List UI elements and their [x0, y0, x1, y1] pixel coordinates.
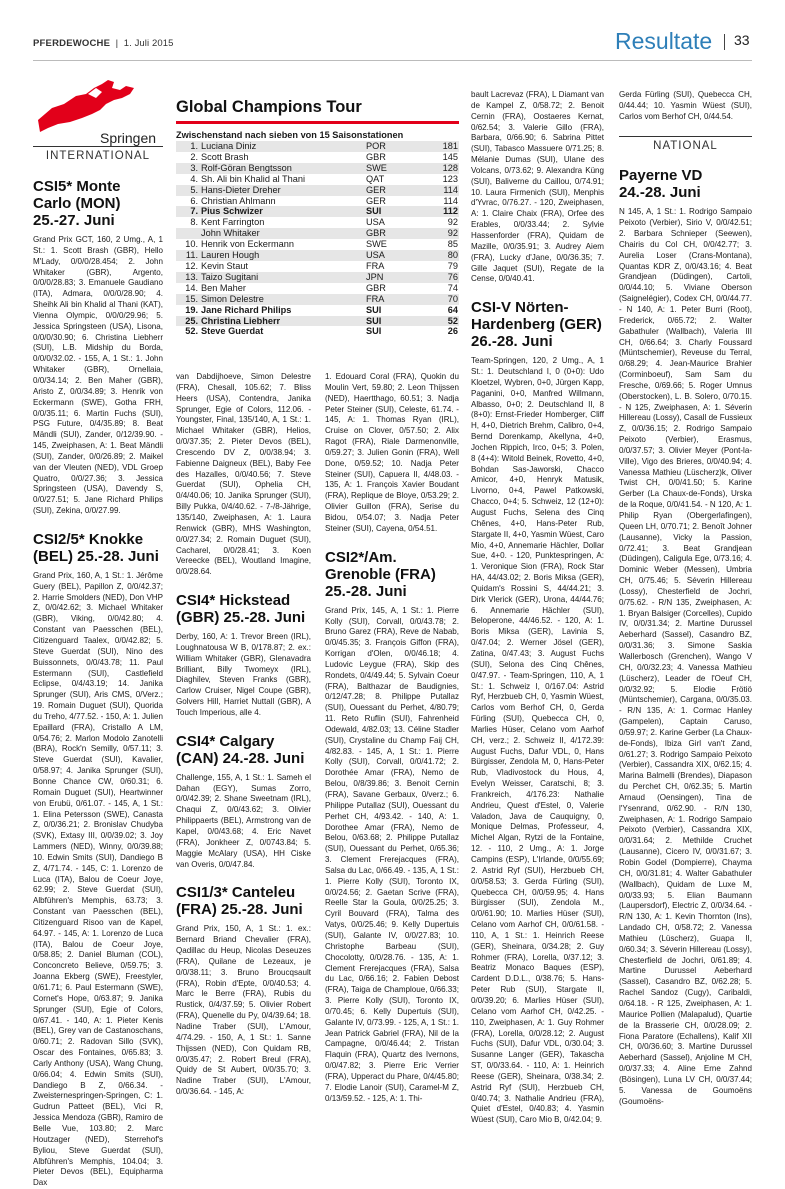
standings-rank: 11. [176, 250, 201, 261]
standings-points: 114 [443, 195, 458, 206]
standings-rank: 52. [185, 326, 198, 337]
standings-points: 145 [442, 151, 458, 162]
results-knokke: Grand Prix, 160, A, 1 St.: 1. Jérôme Guery (BEL), Papillon Z, 0/0/42.37; 2. Harrie Smolders (NED), Don VHP Z, 0/0/42.62; 3. Michael Whitaker (GBR), Viking, 0/0/42.80; 4. Constant van Paesschen (BEL), Citizenguard Taalex, 0/0/42.82; 5. Steve Guerdat (SUI), Nino des Buissonnets, 0/0/43.78; 11. Paul Estermann (SUI), Castlefield Eclipse, 0/4/43.19; 14. Janika Sprunger (SUI), Aris CMS, 0/Verz.; 19. Romain Duguet (SUI), Quorida du Treho, 4/77.52. - 150, A: 1. Julien Epaillard (FRA), Cristallo A LM, 0/54.76; 2. Marlon Modolo Zanotelli (BRA), Rock'n Semilly, 0/57.11; 3. Steve Guerdat (SUI), Kavalier, 0/58.97; 4. Janika Sprunger (SUI), Bonne Chance CW, 0/60.31; 6. Romain Duguet (SUI), Heartwinner von Erubü, 0/61.07. - 145, A, 1 St.: 1. Elina Petersson (SWE), Canasta Z, 0/0/36.21; 2. Bronislav Chudyba (SVK), Extasy III, 0/0/39.02; 3. Joy Lammers (NED), Winny, 0/0/39.88; 10. Edwin Smits (SUI), Dandiego B Z, 4/71.74. - 145, C: 1. Lorenzo de Luca (ITA), Balou de Coeur Joye, 62.99; 2. Steve Guerdat (SUI), Albführen's Memphis, 63.73; 3. Constant van Paesschen (BEL), Citizenguard Risoo van de Kapel, 64.97. - 145, A: 1. Lorenzo de Luca (ITA), Balou de Coeur Joye, 0/58.85; 2. Daniel Bluman (COL), Conconcreto Believe, 0/59.75; 3. Joanna Ekberg (SWE), Freestyler, 0/61.71; 6. Paul Estermann (SWE), Cornet's Hope, 0/63.87; 9. Janika Sprunger (SUI), Egie of Colors, 0/67.41. - 140, A: 1. Pieter Kenis (BEL), Grey van de Castanoschans, 0/60.71; 2. Radovan Sillo (SVK), Oscar des Fontaines, 0/65.83; 3. Carly Anthony (USA), Wang Chung, 0/66.04; 4. Edwin Smits (SUI), Dandiego B Z, 0/66.34. - Zweisternespringen-Springen, C: 1. Gudrun Patteet (BEL), Vici R, Jessica Mendoza (GBR), Ramiro de Belle Vue, 103.80; 2. Marc Houtzager (NED), Sterrehof's Byliou, Steve Guerdat (SUI), Albführen's Memphis, 104.04; 3. Pieter Devos (BEL), Equipharma Dax [33, 570, 163, 1188]
column-1 [33, 178, 163, 1188]
standings-points: 123 [442, 173, 458, 184]
standings-rider: Luciana Diniz [201, 141, 366, 152]
standings-row [176, 152, 459, 163]
standings-points: 181 [436, 141, 459, 152]
standings-row [176, 206, 459, 217]
publication-name: PFERDEWOCHE [33, 38, 111, 49]
standings-rank: 25. [176, 316, 201, 327]
standings-nation: SUI [366, 304, 382, 315]
standings-row [176, 196, 459, 207]
logo-divider [33, 146, 163, 147]
standings-rider: John Whitaker [201, 228, 366, 239]
standings-points: 92 [436, 228, 459, 239]
event-heading-noerten-hardenberg: CSI-V Nörten-Hardenberg (GER) 26.-28. Juni [471, 299, 602, 351]
standings-row [176, 174, 459, 185]
standings-rider: Ben Maher [201, 282, 246, 293]
header-separator: | [112, 38, 121, 49]
results-payerne: N 145, A, 1 St.: 1. Rodrigo Sampaio Peixoto (Verbier), Sirio V, 0/0/42.51; 2. Barbara Schnieper (Seewen), Chairis du Col CH, 0/0/42.77; 3. Aurelia Loser (Crans-Montana), Quantas KDR Z, 0/0/43.16; 4. Beat Grandjean (Düdingen), Cartoli, 0/0/44.10; 5. Viviane Oberson (Saignelégier), Codex CH, 0/0/44.77. - N 140, A: 1. Peter Burri (Root), Frederick, 0/65.72; 2. Walter Gabathuler (Wallbach), Valeria III CH, 0/66.64; 3. Charly Foussard (Müntschemier), Reveuse du Terral, 0/68.29; 4. Jean-Maurice Brahier (Corminboeuf), Sam Sam du Fresche, 0/69.66; 5. Roger Umnus (Oberstocken), L. B. Solero, 0/70.15. - N 125, Zweiphasen, A: 1. Séverin Hillereau (Lossy), Casall de Fussieux Z, 0/0/36.15; 2. Rodrigo Sampaio Peixoto (Verbier), Erasmus, 0/0/37.57; 3. Olivier Meyer (Pont-la-Ville), Vigo des Brieres, 0/0/40.94; 4. Vanessa Mathieu (Lüscherz)k, Oliver Twist CH, 0/0/41.50; 5. Karine Gerber (La Chaux-de-Fonds), Urska de la Roque, 0/0/41.54. - N 120, A: 1. Philip Ryan (Obergerlafingen), Queen LH, 0/70.71; 2. Benoît Johner (Lausanne), Vicky la Passion, 0/72.41; 3. Beat Grandjean (Düdingen), Caligula Ege, 0/73.16; 4. Dominic Weber (Messen), Umbria CH, 0/75.46; 5. Séverin Hillereau (Lossy), Chesterfield de Jochri, 0/75.62. - R/N 135, Zweiphasen, A: 1. Bryan Balsiger (Corcelles), Cupido IV, 0/0/31.34; 2. Martine Durussel Aeberhard (Sassel), Casandro BZ, 0/0/31.36; 3. Simone Saskia Wallerbosch (Grenchen), Wango V CH, 0/0/32.23; 4. Vanessa Mathieu (Lüscherz), Leader de l'Oeuf CH, 0/0/32.92; 5. Elodie Frötiö (Müntschemier), Cargana, 0/0/35.03. - R/N 135, A: 1. Cormac Hanley (Gampelen), Captain Caruso, 0/59.97; 2. Karine Gerber (La Chaux-de-Fonds), Ibiza Girl van't Zand, 0/61.27; 3. Rodrigo Sampaio Peixoto (Verbier), Cassandra XIX, 0/62.15; 4. Marina Balmelli (Brendes), Diapason du Perchet CH, 0/62.35; 5. Martin Arnaud (Oensingen), Tina de l'Ysenrand, 0/62.90. - R/N 130, Zweiphasen, A: 1. Rodrigo Sampaio Peixoto (Verbier), Cassandra XIX, 0/0/31.64; 2. Methilde Cruchet (Lausanne), Cicero IV, 0/0/31.67; 3. Robin Godel (Dompierre), Chayma CH, 0/0/31.81; 4. Walter Gabathuler (Wallbach), Quidam de Luxe M, 0/0/33.93; 5. Elian Baumann (Laupersdorf), Electric Z, 0/0/34.64. - R/N 130, A: 1. Kevin Thornton (Ins), Landado CH, 0/58.72; 2. Vanessa Mathieu (Lüscherz), Guapa II, 0/60.34; 3. Séverin Hillereau (Lossy), Chesterfield de Jochri, 0/61.89; 4. Martine Durussel Aeberhard (Sassel), Casandro BZ, 0/62.28; 5. Rachel Sandoz (Cugy), Caribaldi, 0/64.18. - R 125, Zweiphasen, A: 1. Maurice Pollien (Malapalud), Quartie de la Brasserie CH, 0/0/28.09; 2. Fiona Paratore (Echallens), Kalif XII CH, 0/0/36.60; 3. Martine Durussel Aeberhard (Sassel), Anjoline M CH, 0/0/37.33; 4. Aline Erne Zahnd (Bösingen), Luna LV CH, 0/0/37.44; 5. Vanessa de Goumoëns (Goumoëns- [619, 207, 752, 1106]
page-number: 33 [734, 32, 750, 48]
standings-nation: USA [366, 250, 436, 261]
column-3 [325, 372, 459, 1103]
event-heading-payerne: Payerne VD 24.-28. Juni [619, 167, 703, 202]
standings-points: 85 [447, 239, 458, 250]
standings-rider: Scott Brash [201, 151, 249, 162]
section-title: Resultate [615, 28, 713, 54]
standings-rank: 6. [190, 195, 198, 206]
standings-rank: 4. [190, 173, 198, 184]
standings-box [176, 98, 459, 337]
standings-nation: GBR [366, 151, 386, 162]
standings-nation: GER [366, 195, 386, 206]
standings-nation: FRA [366, 294, 436, 305]
standings-row [176, 141, 459, 152]
logo-label: Springen [100, 130, 157, 146]
horse-jumper-icon [30, 78, 150, 134]
standings-points: 64 [447, 304, 458, 315]
standings-points: 76 [436, 272, 459, 283]
event-heading-hickstead: CSI4* Hickstead (GBR) 25.-28. Juni [176, 592, 306, 627]
standings-row [176, 305, 459, 316]
standings-points: 79 [447, 260, 458, 271]
standings-rider: Lauren Hough [201, 250, 366, 261]
standings-nation: SWE [366, 239, 387, 250]
results-canteleu-continued: 1. Edouard Coral (FRA), Quokin du Moulin Vert, 59.80; 2. Leon Thijssen (NED), Haertthago, 60.51; 3. Nadja Peter Steiner (SUI), Celeste, 61.74. - 145, A: 1. Thomas Ryan (IRL), Cruise on Clover, 0/57.50; 2. Alix Ragot (FRA), Riale Darmenonville, 0/59.27; 3. Julien Gonin (FRA), Well Done, 0/59.52; 10. Nadja Peter Steiner (SUI), Capuera II, 4/48.03. - 135, A: 1. François Xavier Boudant (FRA), Replique de Bloye, 0/53.29; 2. Olivier Guillon (FRA), Serise du Bidou, 0/54.07; 3. Nadja Peter Steiner (SUI), Cayena, 0/54.51. [325, 372, 459, 533]
national-label: NATIONAL [653, 139, 718, 152]
standings-nation: SUI [366, 326, 382, 337]
standings-rank: 13. [176, 272, 201, 283]
standings-row [176, 326, 459, 337]
standings-rank: 12. [185, 260, 198, 271]
results-grenoble-continued: bault Lacrevaz (FRA), L Diamant van de Kampel Z, 0/58.72; 2. Benoit Cernin (FRA), Oostaeres Kernat, 0/62.54; 3. Valerie Gillo (FRA), Barbara, 0/66.90; 6. Sabrina Pittet (SUI), Tabasco Massuere 0/71.25; 8. Mélanie Dumas (SUI), Ulane des Volcans, 0/73.62; 9. Alexandra Küng (SUI), Baliverne du Caillou, 0/74.91; 10. Laura Firmenich (SUI), Menphis d'Yvrac, 0/76.27. - 120, Zweiphasen, A: 1. Claire Chaix (FRA), Orfee des Erables, 0/0/33.44; 2. Sylvie Hassenforder (FRA), Quidam de Mazille, 0/0/35.91; 3. Audrey Aiem (FRA), Lucky d'Jane, 0/0/36.35; 7. Gille Jaquet (SUI), Regate de la Cense, 0/0/40.41. [471, 90, 604, 284]
standings-rider: Jane Richard Philips [201, 304, 292, 315]
standings-nation: GBR [366, 228, 436, 239]
standings-row [176, 316, 459, 327]
standings-rider: Henrik von Eckermann [201, 239, 294, 250]
standings-rank: 8. [190, 217, 198, 228]
standings-row [176, 239, 459, 250]
standings-row [176, 185, 459, 196]
event-heading-grenoble: CSI2*/Am. Grenoble (FRA) 25.-28. Juni [325, 548, 436, 600]
results-hickstead: Derby, 160, A: 1. Trevor Breen (IRL), Loughnatousa W B, 0/178.87; 2. ex.: William Whitaker (GBR), Glenavadra Brilliant, Billy Twomeyx (IRL), Diaghilev, Steven Franks (GBR), Carlow Cruiser, Nigel Coupe (GBR), Golvers Hill, Harriet Nuttall (GBR), A Touch Imperious, alle 4. [176, 632, 311, 717]
standings-rank: 15. [176, 294, 201, 305]
standings-nation: SUI [366, 316, 436, 327]
logo-category: INTERNATIONAL [45, 150, 151, 162]
standings-rider: Hans-Dieter Dreher [201, 185, 366, 196]
standings-nation: POR [366, 141, 436, 152]
standings-points: 74 [447, 282, 458, 293]
standings-accent-bar [176, 121, 459, 124]
standings-subtitle: Zwischenstand nach sieben von 15 Saisonstationen [176, 130, 404, 140]
standings-rank: 1. [176, 141, 201, 152]
standings-rank: 10. [185, 239, 198, 250]
standings-rank [176, 228, 201, 239]
standings-rank: 7. [176, 206, 201, 217]
standings-nation: GBR [366, 282, 386, 293]
standings-rider: Christina Liebherr [201, 316, 366, 327]
event-heading-monte-carlo: CSI5* Monte Carlo (MON) 25.-27. Juni [33, 178, 121, 229]
standings-row [176, 294, 459, 305]
standings-rider: Steve Guerdat [201, 326, 264, 337]
results-noerten-continued: Gerda Fürling (SUI), Quebecca CH, 0/44.44; 10. Yasmin Wüest (SUI), Carlos vom Berhof CH, 0/44.54. [619, 90, 752, 121]
standings-points: 52 [436, 316, 459, 327]
event-heading-knokke: CSI2/5* Knokke (BEL) 25.-28. Juni [33, 530, 159, 565]
standings-points: 114 [436, 185, 459, 196]
standings-rider: Kent Farrington [201, 217, 265, 228]
standings-nation: GER [366, 185, 436, 196]
standings-row [176, 228, 459, 239]
standings-title: Global Champions Tour [176, 98, 362, 116]
standings-points: 80 [436, 250, 459, 261]
standings-nation: QAT [366, 173, 385, 184]
standings-row [176, 250, 459, 261]
standings-rider: Christian Ahlmann [201, 195, 276, 206]
column-4 [471, 90, 604, 1125]
standings-row [176, 217, 459, 228]
results-noerten-hardenberg: Team-Springen, 120, 2 Umg., A, 1 St.: 1. Deutschland I, 0 (0+0): Udo Kloetzel, Wybren, 0+0, Jürgen Kapp, Paganini, 0+0, Manfred Willmann, Albasso, 0+0; 2. Deutschland II, 8 (8+0): Ernst-Frieder Homberger, Cliff H, 4+0, Dietrich Brehm, Calibro, 0+4, Bernd Dorenkamp, Akellyna, 4+0, Jochen Rippich, Irco, 0+5; 3. Polen, 8 (4+4): Witold Beinek, Rovetto, 4+0, Bohdan Sas-Jaworski, Chacco Amicor, 4+0, Henryk Matusik, Livorno, 0+4, Pawel Patkowski, Chacco, 0+4; 5. Schweiz, 12 (12+0): August Fuchs, Selena des Cinq Chênes, 4+0, Hans-Peter Rub, Stargate II, 4+0, Yasmin Wüest, Caro Mio, 4+0, Annemarie Hächler, Dollar Sue, 4+0. - 120, Punktespringen, A: 1. Veronique Sion (FRA), Rock Star HA, 44/43.02; 2. Boris Miksa (GER), Quidam's Rossini S, 44/44.21; 3. Dirk Vlerick (GER), Urona, 44/44.76; 6. Annemarie Hächler (SUI), Beloperone, 44/46.52. - 120, A: 1. Boris Miksa (GER), Lavinia S, 0/47.04; 2. Werner Jösel (GER), Zatina, 0/47.43; 3. August Fuchs (SUI), Selona des Cinq Chênes, 0/47.97. - Team-Springen, 110, A, 1 St.: 1. Schweiz I, 0/167.04: Astrid Ryf, Herzbueb CH, 0, Yasmin Wüest, Carlos vom Berhof CH, 0, Gerda Fürling (SUI), Quebecca CH, 0, Marlies Hüser, Celano vom Aarhof CH, verz.; 2. Schweiz II, 4/172.39: August Fuchs, Dafur VDL, 0, Hans Bürgisser, Zendola M, 0, Hans-Peter Rub, Vladivostock du Hous, 4, Evelyn Weisser, Caratschi, 8; 3. Frankreich, 4/176.23: Nathalie Andrieu, Quest d'Estel, 0, Valerie Valadon, Java de Cauquigny, 0, Monique Delmas, Professeur, 4, Michel Algan, Rytzi de la Fontaine, 12. - 110, 2 Umg., A: 1. Jorge Campins (ESP), L'Irlande, 0/0/55.69; 2. Astrid Ryf (SUI), Herzbueb CH, 0/0/58.53; 3. Gerda Fürling (SUI), Quebecca CH, 0/0/59.95; 4. Hans Bürgisser (SUI), Zendola M., 0/0/61.90; 10. Marlies Hüser (SUI), Celano vom Aarhof CH, 0/0/61.58. - 110, A, 1 St.: 1. Heinrich Reese (GER), Sheinara, 0/34.28; 2. Guy Rohmer (FRA), Lorella, 0/37.12; 3. Beatriz Monaco Baques (ESP), Cardent D.D.L., 0/38.76; 5. Hans-Peter Rub (SUI), Stargate II, 0/0/39.20; 6. Marlies Hüser (SUI), Celano vom Aarhof CH, 0/42.25. - 110, Zweiphasen, A: 1. Guy Rohmer (FRA), Lorella, 0/0/28.12; 2. August Fuchs (SUI), Dafur VDL, 0/30.04; 3. Susanne Langer (GER), Takascha ST, 0/0/33.64. - 110, A: 1. Heinrich Reese (GER), Sheinara, 0/38.34; 2. Astrid Ryf (SUI), Herzbueb CH, 0/40.74; 3. Nathalie Andrieu (FRA), Quiet d'Estel, 0/40.83; 4. Yasmin Wüest (SUI), Caro Mio B, 0/42.04; 9. [471, 356, 604, 1125]
results-knokke-continued: van Dabdijhoeve, Simon Delestre (FRA), Chesall, 105.62; 7. Bliss Heers (USA), Contendra, Janika Sprunger, Egie of Colors, 112.06. - Youngster, Final, 135/140, A, 1 St.: 1. Michael Whitaker (GBR), Helios, 0/0/37.35; 2. Pieter Devos (BEL), Crescendo DV Z, 0/0/38.94; 3. Fabienne Daigneux (BEL), Baby Fee des Hazalles, 0/0/40.56; 7. Steve Guerdat (SUI), Ophelia CH, 0/4/40.06; 10. Janika Sprunger (SUI), Billy Pukka, 0/4/40.62. - 7-/8-Jährige, 135/140, Zweiphasen, A: 1. Laura Renwick (GBR), MHS Washington, 0/0/27.34; 2. Romain Duguet (SUI), Cacharel, 0/0/28.41; 3. Koen Vereecke (BEL), Woutland Imagine, 0/0/28.64. [176, 372, 311, 577]
issue-date: 1. Juli 2015 [123, 38, 174, 49]
standings-rider: Rolf-Göran Bengtsson [201, 163, 366, 174]
standings-rank: 14. [185, 282, 198, 293]
header-rule [33, 60, 752, 61]
standings-rider: Kevin Staut [201, 260, 248, 271]
standings-rank: 19. [185, 304, 198, 315]
standings-nation: USA [366, 217, 385, 228]
national-divider [619, 136, 752, 137]
title-divider [724, 34, 725, 50]
standings-rider: Simon Delestre [201, 294, 366, 305]
standings-table [176, 141, 459, 337]
standings-rider: Sh. Ali bin Khalid al Thani [201, 173, 306, 184]
results-calgary: Challenge, 155, A, 1 St.: 1. Sameh el Dahan (EGY), Sumas Zorro, 0/0/42.39; 2. Shane Sweetnam (IRL), Chaqui Z, 0/0/43.62; 3. Olivier Philippaerts (BEL), Armstrong van de Kapel, 0/0/43.68; 4. Eric Navet (FRA), Jonkheer Z, 0/0743.84; 5. Maggie McAlary (USA), HH Ciske van Overis, 0/0/47.84. [176, 772, 311, 869]
standings-rank: 2. [190, 151, 198, 162]
standings-nation: SUI [366, 206, 436, 217]
standings-points: 92 [447, 217, 458, 228]
event-heading-canteleu: CSI1/3* Canteleu (FRA) 25.-28. Juni [176, 884, 303, 919]
results-grenoble: Grand Prix, 145, A, 1 St.: 1. Pierre Kolly (SUI), Corvall, 0/0/43.78; 2. Bruno Garez (FRA), Reve de Nabab, 0/0/45.35; 3. François Giffon (FRA), Korrigan d'Olen, 0/0/46.18; 4. Ludovic Leygue (FRA), Skip des Rondets, 0/4/49.44; 5. Sylvain Coeur (FRA), Balthazar de Baudignies, 0/12/47.28; 8. Philippe Putallaz (SUI), Ouessant du Perhet, 4/80.79; 11. Reto Ruflin (SUI), Fahrenheid Odewald, 4/82.03; 13. Céline Stadler (SUI), Crystaline du Champ Faij CH, 4/82.83. - 145, A, 1 St.: 1. Pierre Kolly (SUI), Corvall, 0/0/41.72; 2. Dorothée Amar (FRA), Nemo de Belou, 0/8/39.86; 3. Benoit Cernin (FRA), Savane Gerbaux, 0/verz.; 6. Philippe Putallaz (SUI), Ouessant du Perhet CH, 4/93.42. - 140, A: 1. Dorothee Amar (FRA), Nemo de Belou, 0/63.68; 2. Philippe Putallaz (SUI), Ouessant du Perhet, 0/65.36; 3. Clement Frerejacques (FRA), Salsa du Lac, 0/66.49. - 135, A, 1 St.: 1. Pierre Kolly (SUI), Toronto IX, 0/0/24.56; 2. Gaetan Scrive (FRA), Reelle Star la Goula, 0/0/25.25; 3. Cyril Bouvard (FRA), Talma des Vatys, 0/0/25.46; 9. Kelly Dupertuis (SUI), Galante IV, 0/0/27.83; 10. Christophe Barbeau (SUI), Chocolotty, 0/0/28.76. - 135, A: 1. Clement Frerejacques (FRA), Salsa du Lac, 0/66.16; 2. Fabien Debost (FRA), Taiga de Champloue, 0/66.33; 3. Pierre Kolly (SUI), Toronto IX, 0/70.45; 6. Kelly Dupertuis (SUI), Galante IV, 0/73.99. - 125, A, 1 St.: 1. Jean Patrick Gabriel (FRA), Nil de la Campagne, 0/0/46.44; 2. Tristan Flaquin (FRA), Quartz des Ivernons, 0/0/47.82; 3. Pierre Eric Verrier (FRA), Upperact du Phare, 0/4/45.80; 7. Elodie Lanoir (SUI), Caramel-M Z, 0/13/59.52. - 125, A: 1. Thi- [325, 605, 459, 1103]
standings-nation: JPN [366, 272, 436, 283]
standings-rank: 5. [176, 185, 201, 196]
column-2 [176, 372, 311, 1097]
standings-rider: Taizo Sugitani [201, 272, 366, 283]
results-monte-carlo: Grand Prix GCT, 160, 2 Umg., A, 1 St.: 1. Scott Brash (GBR), Hello M'Lady, 0/0/0/28.454; 2. John Whitaker (GBR), Argento, 0/0/0/28.83; 3. Emanuele Gaudiano (ITA), Admara, 0/0/0/28.90; 4. Sheihk Ali bin Khalid al Thani (KAT), Vienna Olympic, 0/0/0/29.96; 5. Jessica Springsteen (USA), Lisona, 0/0/0/30.90; 6. Christina Liebherr (SUI), L.B. Midship du Borda, 0/0/0/32.02. - 155, A, 1 St.: 1. John Whitaker (GBR), Ornellaia, 0/0/34.14; 2. Ben Maher (GBR), Aristo Z, 0/0/34.89; 3. Henrik von Eckermann (SWE), Gotha FRH, 0/0/35.11; 6. Martin Fuchs (SUI), PSG Future, 0/4/35.89; 8. Beat Mändli (SUI), Zander, 0/12/39.90. - 145, Zweiphasen, A: 1. Beat Mändli (SUI), Zander, 0/0/26.89; 2. Maikel van der Vleuten (NED), VDL Groep Quatro, 0/0/27.36; 3. Jessica Springsteen (USA), Davendy S, 0/0/27.51; 5. Jane Richard Philips (SUI), Zekina, 0/0/27.99. [33, 235, 163, 516]
results-canteleu: Grand Prix, 150, A, 1 St.: 1. ex.: Bernard Briand Chevalier (FRA), Qadillac du Heup, Nicolas Deseuzes (FRA), Quilane de Lezeaux, je 0/0/38.11; 3. Bruno Broucqsault (FRA), Robin d'Epte, 0/0/40.53; 4. Marc le Berre (FRA), Rubis du Rustick, 0/4/37.59; 5. Olivier Robert (FRA), Quenelle du Py, 0/4/39.64; 18. Nadine Traber (SUI), L'Amour, 4/74.29. - 150, A, 1 St.: 1. Sanne Thijssen (NED), Con Quidam RB, 0/0/35.47; 2. Robert Breul (FRA), Quidy de St Aubert, 0/0/35.70; 3. Nadine Traber (SUI), L'Amour, 0/0/36.64. - 145, A: [176, 924, 311, 1097]
standings-row [176, 272, 459, 283]
page-header-left [33, 38, 174, 49]
standings-row [176, 163, 459, 174]
standings-row [176, 261, 459, 272]
standings-nation: SWE [366, 163, 436, 174]
event-heading-calgary: CSI4* Calgary (CAN) 24.-28. Juni [176, 732, 305, 767]
column-5 [619, 90, 752, 1106]
standings-points: 112 [436, 206, 459, 217]
standings-nation: FRA [366, 260, 385, 271]
standings-points: 70 [436, 294, 459, 305]
standings-row [176, 283, 459, 294]
standings-rank: 3. [176, 163, 201, 174]
standings-points: 26 [447, 326, 458, 337]
standings-rider: Pius Schwizer [201, 206, 366, 217]
standings-points: 128 [436, 163, 459, 174]
